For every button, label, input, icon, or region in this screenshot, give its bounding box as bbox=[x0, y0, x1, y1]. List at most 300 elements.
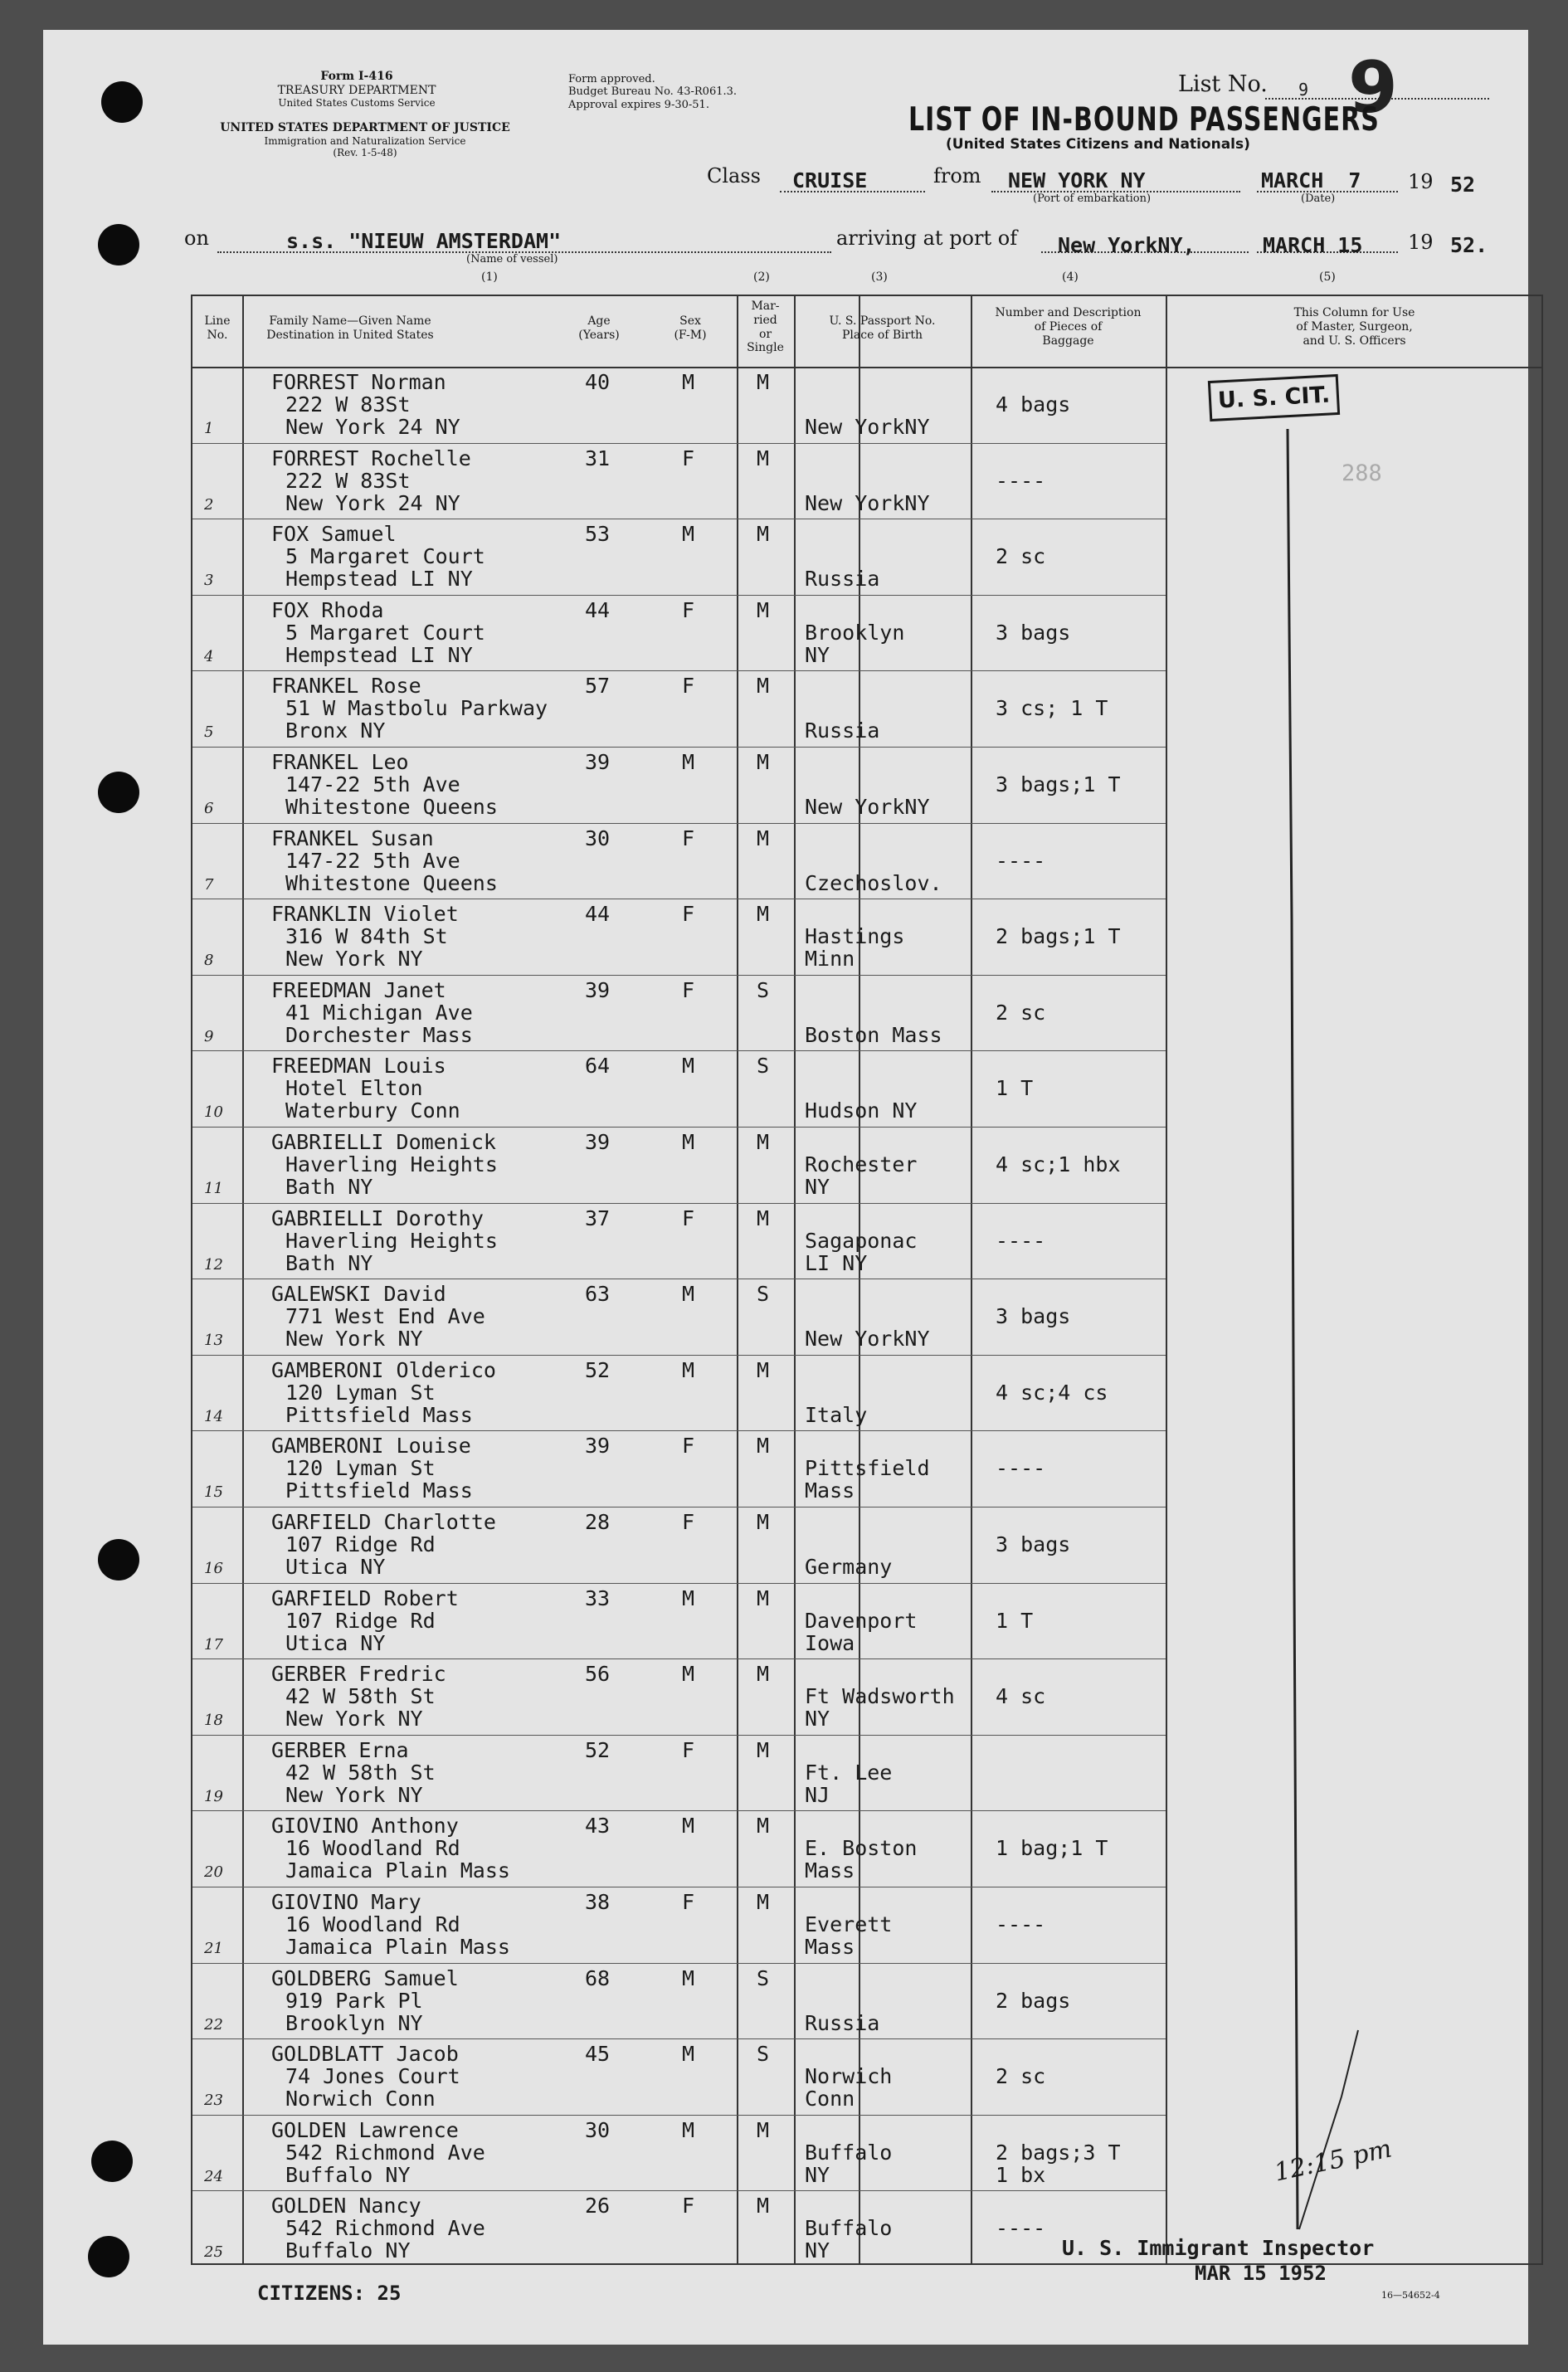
address-line-2: New York NY bbox=[285, 947, 423, 972]
marital-status: M bbox=[757, 902, 770, 927]
row-divider bbox=[192, 2115, 1166, 2116]
passenger-name: FORREST Rochelle bbox=[271, 446, 471, 470]
col-number-1: (1) bbox=[481, 270, 498, 284]
baggage: 3 cs; 1 T bbox=[996, 696, 1108, 721]
binder-hole bbox=[101, 81, 143, 123]
age: 38 bbox=[585, 1890, 611, 1914]
col-divider bbox=[1166, 296, 1167, 2263]
address-line-2: Brooklyn NY bbox=[285, 2010, 423, 2035]
birthplace-line-2: NY bbox=[805, 2238, 830, 2263]
on-label: on bbox=[184, 226, 209, 250]
baggage: 4 sc;1 hbx bbox=[996, 1152, 1121, 1176]
age: 39 bbox=[585, 977, 611, 1002]
marital-status: M bbox=[757, 1890, 770, 1914]
birthplace-line-2: Germany bbox=[805, 1555, 893, 1579]
row-number: 14 bbox=[204, 1407, 223, 1425]
row-number: 20 bbox=[204, 1863, 223, 1882]
list-no-label: List No. bbox=[1178, 71, 1268, 97]
address-line-2: Pittsfield Mass bbox=[285, 1478, 473, 1503]
page-title: LIST OF IN-BOUND PASSENGERS bbox=[908, 101, 1380, 139]
passenger-name: FRANKEL Leo bbox=[271, 750, 409, 774]
birthplace-line-1: Ft Wadsworth bbox=[805, 1684, 955, 1709]
address-line-2: New York 24 NY bbox=[285, 490, 460, 515]
marital-status: M bbox=[757, 2194, 770, 2219]
expires-line: Approval expires 9-30-51. bbox=[568, 98, 709, 111]
row-number: 19 bbox=[204, 1787, 223, 1805]
passenger-name: GOLDEN Lawrence bbox=[271, 2117, 459, 2142]
row-divider bbox=[192, 1735, 1166, 1736]
address-line-2: Hempstead LI NY bbox=[285, 567, 473, 592]
binder-hole bbox=[98, 772, 139, 813]
sex: F bbox=[682, 1205, 695, 1230]
year-1: 52 bbox=[1450, 173, 1476, 197]
birthplace-line-1: Buffalo bbox=[805, 2140, 893, 2165]
address-line-2: New York NY bbox=[285, 1707, 423, 1732]
marital-status: M bbox=[757, 826, 770, 850]
address-line-2: Norwich Conn bbox=[285, 2087, 436, 2111]
dept-justice: UNITED STATES DEPARTMENT OF JUSTICE bbox=[220, 121, 510, 134]
age: 43 bbox=[585, 1814, 611, 1839]
inspector-title: U. S. Immigrant Inspector bbox=[1062, 2236, 1375, 2260]
passenger-row bbox=[192, 670, 1166, 747]
sex: M bbox=[682, 1282, 695, 1307]
row-number: 6 bbox=[204, 800, 214, 817]
address-line-2: New York 24 NY bbox=[285, 415, 460, 439]
us-cit-stamp: U. S. CIT. bbox=[1208, 374, 1340, 421]
list-no-small: 9 bbox=[1298, 80, 1309, 100]
baggage: ---- bbox=[996, 1228, 1046, 1253]
sex: F bbox=[682, 902, 695, 927]
footer-code: 16—54652-4 bbox=[1381, 2290, 1440, 2301]
address-line-1: 107 Ridge Rd bbox=[285, 1608, 436, 1633]
address-line-1: 16 Woodland Rd bbox=[285, 1912, 460, 1936]
address-line-1: 74 Jones Court bbox=[285, 2064, 460, 2089]
sex: F bbox=[682, 2194, 695, 2219]
row-divider bbox=[192, 1355, 1166, 1356]
passenger-name: GERBER Erna bbox=[271, 1737, 409, 1762]
marital-status: M bbox=[757, 1434, 770, 1459]
age: 30 bbox=[585, 2117, 611, 2142]
passenger-name: GOLDEN Nancy bbox=[271, 2194, 421, 2219]
age: 53 bbox=[585, 522, 611, 547]
age: 39 bbox=[585, 1434, 611, 1459]
row-number: 15 bbox=[204, 1483, 223, 1502]
passenger-name: FORREST Norman bbox=[271, 370, 446, 394]
passenger-row bbox=[192, 1658, 1166, 1735]
marital-status: M bbox=[757, 1814, 770, 1839]
passenger-name: GABRIELLI Dorothy bbox=[271, 1205, 484, 1230]
row-divider bbox=[192, 1963, 1166, 1964]
marital-status: M bbox=[757, 1130, 770, 1154]
form-number: Form I-416 bbox=[320, 70, 393, 83]
baggage: 3 bags bbox=[996, 1532, 1071, 1556]
age: 26 bbox=[585, 2194, 611, 2219]
baggage: 4 bags bbox=[996, 392, 1071, 416]
row-number: 23 bbox=[204, 2092, 223, 2110]
row-divider bbox=[192, 1050, 1166, 1051]
passenger-name: FOX Rhoda bbox=[271, 597, 384, 622]
birthplace-line-2: LI NY bbox=[805, 1250, 868, 1275]
binder-hole bbox=[91, 2141, 133, 2182]
passenger-table bbox=[191, 295, 1543, 2265]
sex: M bbox=[682, 1814, 695, 1839]
approval-line: Form approved. bbox=[568, 73, 655, 85]
passenger-name: FREEDMAN Louis bbox=[271, 1054, 446, 1079]
dept-treasury-sub: United States Customs Service bbox=[278, 97, 436, 110]
passenger-row bbox=[192, 1583, 1166, 1659]
marital-status: M bbox=[757, 1662, 770, 1687]
sex: F bbox=[682, 977, 695, 1002]
address-line-2: Bath NY bbox=[285, 1250, 373, 1275]
form-header-left-2 bbox=[174, 121, 556, 158]
address-line-1: Haverling Heights bbox=[285, 1228, 498, 1253]
sex: M bbox=[682, 1965, 695, 1990]
address-line-1: 51 W Mastbolu Parkway bbox=[285, 696, 548, 721]
binder-hole bbox=[88, 2236, 129, 2277]
birthplace-line-2: Mass bbox=[805, 1935, 855, 1959]
birthplace-line-2: New YorkNY bbox=[805, 415, 930, 439]
passenger-row bbox=[192, 1279, 1166, 1355]
citizens-total: CITIZENS: 25 bbox=[257, 2282, 402, 2305]
faint-number: 288 bbox=[1342, 460, 1382, 486]
row-divider bbox=[192, 595, 1166, 596]
birthplace-line-2: NY bbox=[805, 642, 830, 667]
baggage: 4 sc bbox=[996, 1684, 1046, 1709]
revision: (Rev. 1-5-48) bbox=[333, 146, 397, 158]
col-head-baggage: Number and Description of Pieces of Baggage bbox=[995, 306, 1142, 348]
address-line-1: 5 Margaret Court bbox=[285, 620, 485, 645]
birthplace-line-1: Ft. Lee bbox=[805, 1760, 893, 1785]
row-number: 4 bbox=[204, 647, 214, 665]
marital-status: S bbox=[757, 1965, 770, 1990]
age: 56 bbox=[585, 1662, 611, 1687]
binder-hole bbox=[98, 1539, 139, 1581]
age: 45 bbox=[585, 2042, 611, 2067]
age: 64 bbox=[585, 1054, 611, 1079]
passenger-row bbox=[192, 1127, 1166, 1203]
row-divider bbox=[192, 1127, 1166, 1128]
passenger-name: GARFIELD Charlotte bbox=[271, 1510, 496, 1534]
birthplace-line-2: Russia bbox=[805, 2010, 880, 2035]
baggage: ---- bbox=[996, 848, 1046, 873]
passenger-row bbox=[192, 519, 1166, 595]
from-value: NEW YORK NY bbox=[1008, 168, 1146, 192]
address-line-1: 41 Michigan Ave bbox=[285, 1000, 473, 1025]
col-head-passport: U. S. Passport No. Place of Birth bbox=[829, 314, 936, 342]
address-line-1: Haverling Heights bbox=[285, 1152, 498, 1176]
form-header-left bbox=[178, 70, 535, 109]
row-number: 7 bbox=[204, 875, 214, 894]
col-head-sex: Sex (F-M) bbox=[674, 314, 707, 342]
address-line-1: 120 Lyman St bbox=[285, 1456, 436, 1481]
marital-status: M bbox=[757, 446, 770, 470]
passenger-row bbox=[192, 367, 1166, 443]
row-number: 21 bbox=[204, 1940, 223, 1957]
birthplace-line-2: Hudson NY bbox=[805, 1098, 918, 1123]
address-line-2: New York NY bbox=[285, 1782, 423, 1807]
address-line-2: Whitestone Queens bbox=[285, 795, 498, 819]
departure-date: MARCH 7 bbox=[1261, 168, 1361, 192]
row-number: 16 bbox=[204, 1560, 223, 1577]
row-divider bbox=[192, 823, 1166, 824]
passenger-name: GARFIELD Robert bbox=[271, 1585, 459, 1610]
marital-status: M bbox=[757, 370, 770, 394]
baggage: 2 bags bbox=[996, 1988, 1071, 2013]
vessel-name: s.s. "NIEUW AMSTERDAM" bbox=[286, 229, 562, 253]
officer-pen-line bbox=[1263, 421, 1429, 2271]
sex: M bbox=[682, 522, 695, 547]
passenger-name: FRANKEL Susan bbox=[271, 826, 434, 850]
address-line-2: Buffalo NY bbox=[285, 2162, 411, 2187]
birthplace-line-1: Brooklyn bbox=[805, 620, 905, 645]
passenger-row bbox=[192, 1963, 1166, 2039]
marital-status: M bbox=[757, 1585, 770, 1610]
from-label: from bbox=[933, 164, 981, 188]
sex: M bbox=[682, 2042, 695, 2067]
address-line-2: Bath NY bbox=[285, 1175, 373, 1199]
age: 40 bbox=[585, 370, 611, 394]
marital-status: S bbox=[757, 1054, 770, 1079]
passenger-row bbox=[192, 2115, 1166, 2191]
birthplace-line-1: Sagaponac bbox=[805, 1228, 918, 1253]
address-line-1: 316 W 84th St bbox=[285, 924, 448, 949]
list-no-large: 9 bbox=[1348, 46, 1398, 129]
inspection-date: MAR 15 1952 bbox=[1195, 2262, 1327, 2285]
marital-status: M bbox=[757, 1510, 770, 1534]
birthplace-line-2: Italy bbox=[805, 1402, 868, 1427]
sex: M bbox=[682, 1130, 695, 1154]
passenger-name: GAMBERONI Olderico bbox=[271, 1357, 496, 1382]
passenger-name: GIOVINO Anthony bbox=[271, 1814, 459, 1839]
address-line-1: 542 Richmond Ave bbox=[285, 2216, 485, 2241]
birthplace-line-1: Norwich bbox=[805, 2064, 893, 2089]
marital-status: S bbox=[757, 2042, 770, 2067]
age: 33 bbox=[585, 1585, 611, 1610]
address-line-2: Waterbury Conn bbox=[285, 1098, 460, 1123]
passenger-row bbox=[192, 1810, 1166, 1887]
passenger-row bbox=[192, 1507, 1166, 1583]
passenger-row bbox=[192, 747, 1166, 823]
sex: F bbox=[682, 1737, 695, 1762]
baggage: 4 sc;4 cs bbox=[996, 1380, 1108, 1405]
sex: F bbox=[682, 1890, 695, 1914]
col-head-line: Line No. bbox=[204, 314, 231, 342]
age: 63 bbox=[585, 1282, 611, 1307]
birthplace-line-1: Hastings bbox=[805, 924, 905, 949]
age: 44 bbox=[585, 902, 611, 927]
marital-status: M bbox=[757, 2117, 770, 2142]
address-line-1: 120 Lyman St bbox=[285, 1380, 436, 1405]
address-line-2: Buffalo NY bbox=[285, 2238, 411, 2263]
row-number: 3 bbox=[204, 572, 214, 590]
address-line-2: Whitestone Queens bbox=[285, 870, 498, 895]
baggage: 3 bags bbox=[996, 1304, 1071, 1329]
address-line-2: Dorchester Mass bbox=[285, 1022, 473, 1047]
passenger-row bbox=[192, 899, 1166, 975]
birthplace-line-2: Czechoslov. bbox=[805, 870, 942, 895]
sex: F bbox=[682, 1434, 695, 1459]
address-line-1: 107 Ridge Rd bbox=[285, 1532, 436, 1556]
birthplace-line-2: Minn bbox=[805, 947, 855, 972]
baggage: 2 sc bbox=[996, 1000, 1046, 1025]
baggage: ---- bbox=[996, 2216, 1046, 2241]
age: 39 bbox=[585, 1130, 611, 1154]
row-number: 5 bbox=[204, 723, 214, 742]
row-divider bbox=[192, 975, 1166, 976]
address-line-1: 771 West End Ave bbox=[285, 1304, 485, 1329]
passenger-row bbox=[192, 975, 1166, 1051]
address-line-1: 542 Richmond Ave bbox=[285, 2140, 485, 2165]
birthplace-line-1: Buffalo bbox=[805, 2216, 893, 2241]
sex: M bbox=[682, 1662, 695, 1687]
col-number-5: (5) bbox=[1319, 270, 1336, 284]
sex: F bbox=[682, 826, 695, 850]
budget-line: Budget Bureau No. 43-R061.3. bbox=[568, 85, 738, 99]
baggage: 3 bags bbox=[996, 620, 1071, 645]
row-divider bbox=[192, 443, 1166, 444]
baggage: 3 bags;1 T bbox=[996, 772, 1121, 796]
row-divider bbox=[192, 1203, 1166, 1204]
passenger-name: FRANKEL Rose bbox=[271, 674, 421, 699]
address-line-1: 147-22 5th Ave bbox=[285, 772, 460, 796]
sex: M bbox=[682, 370, 695, 394]
address-line-2: Jamaica Plain Mass bbox=[285, 1935, 510, 1959]
birthplace-line-2: Russia bbox=[805, 567, 880, 592]
birthplace-line-2: Iowa bbox=[805, 1630, 855, 1655]
row-number: 10 bbox=[204, 1103, 223, 1122]
row-divider bbox=[192, 1810, 1166, 1811]
baggage: ---- bbox=[996, 1456, 1046, 1481]
inspection-time: 12:15 pm bbox=[1271, 2134, 1395, 2188]
baggage: ---- bbox=[996, 468, 1046, 493]
row-divider bbox=[192, 1658, 1166, 1659]
baggage: 2 sc bbox=[996, 2064, 1046, 2089]
row-number: 8 bbox=[204, 952, 214, 970]
marital-status: M bbox=[757, 1205, 770, 1230]
age: 39 bbox=[585, 750, 611, 774]
passenger-name: GALEWSKI David bbox=[271, 1282, 446, 1307]
baggage: ---- bbox=[996, 1912, 1046, 1936]
passenger-row bbox=[192, 1430, 1166, 1507]
address-line-1: 222 W 83St bbox=[285, 392, 411, 416]
col-number-4: (4) bbox=[1062, 270, 1079, 284]
row-number: 24 bbox=[204, 2167, 223, 2185]
sex: F bbox=[682, 597, 695, 622]
passenger-name: FOX Samuel bbox=[271, 522, 397, 547]
row-divider bbox=[192, 2190, 1166, 2191]
address-line-2: Bronx NY bbox=[285, 718, 386, 743]
passenger-row bbox=[192, 823, 1166, 899]
birthplace-line-2: NJ bbox=[805, 1782, 830, 1807]
vessel-caption: (Name of vessel) bbox=[466, 253, 558, 265]
row-number: 11 bbox=[204, 1180, 223, 1197]
passenger-row bbox=[192, 1355, 1166, 1431]
sex: M bbox=[682, 750, 695, 774]
birthplace-line-1: Pittsfield bbox=[805, 1456, 930, 1481]
passenger-name: FRANKLIN Violet bbox=[271, 902, 459, 927]
birthplace-line-2: New YorkNY bbox=[805, 795, 930, 819]
row-number: 18 bbox=[204, 1712, 223, 1730]
baggage: 1 bag;1 T bbox=[996, 1836, 1108, 1861]
passenger-row bbox=[192, 2038, 1166, 2115]
birthplace-line-2: Mass bbox=[805, 1858, 855, 1883]
baggage: 2 sc bbox=[996, 544, 1046, 569]
row-number: 2 bbox=[204, 495, 214, 514]
row-divider bbox=[192, 1430, 1166, 1431]
passenger-name: GIOVINO Mary bbox=[271, 1890, 421, 1914]
birthplace-line-2: Conn bbox=[805, 2087, 855, 2111]
passenger-name: GABRIELLI Domenick bbox=[271, 1130, 496, 1154]
age: 37 bbox=[585, 1205, 611, 1230]
col-head-officers: This Column for Use of Master, Surgeon, and U. S. Officers bbox=[1293, 306, 1415, 348]
address-line-2: Utica NY bbox=[285, 1555, 386, 1579]
row-divider bbox=[192, 670, 1166, 671]
marital-status: M bbox=[757, 1357, 770, 1382]
birthplace-line-1: E. Boston bbox=[805, 1836, 918, 1861]
birthplace-line-2: NY bbox=[805, 1175, 830, 1199]
col-number-2: (2) bbox=[753, 270, 770, 284]
passenger-row bbox=[192, 2190, 1166, 2267]
dept-justice-sub: Immigration and Naturalization Service bbox=[264, 134, 466, 147]
marital-status: S bbox=[757, 977, 770, 1002]
page-subtitle: (United States Citizens and Nationals) bbox=[946, 136, 1250, 153]
birthplace-line-1: Rochester bbox=[805, 1152, 918, 1176]
address-line-1: 42 W 58th St bbox=[285, 1684, 436, 1709]
passenger-name: GOLDBERG Samuel bbox=[271, 1965, 459, 1990]
class-label: Class bbox=[707, 164, 761, 188]
passenger-row bbox=[192, 1050, 1166, 1127]
marital-status: M bbox=[757, 674, 770, 699]
passenger-name: GAMBERONI Louise bbox=[271, 1434, 471, 1459]
col-head-name: Family Name—Given Name Destination in United States bbox=[266, 314, 434, 342]
binder-hole bbox=[98, 224, 139, 265]
address-line-1: 919 Park Pl bbox=[285, 1988, 423, 2013]
birthplace-line-2: NY bbox=[805, 2162, 830, 2187]
address-line-1: 147-22 5th Ave bbox=[285, 848, 460, 873]
birthplace-line-2: Mass bbox=[805, 1478, 855, 1503]
class-value: CRUISE bbox=[792, 168, 868, 192]
age: 52 bbox=[585, 1357, 611, 1382]
age: 30 bbox=[585, 826, 611, 850]
age: 52 bbox=[585, 1737, 611, 1762]
baggage: 1 T bbox=[996, 1076, 1034, 1101]
address-line-2: Jamaica Plain Mass bbox=[285, 1858, 510, 1883]
age: 68 bbox=[585, 1965, 611, 1990]
passenger-name: GERBER Fredric bbox=[271, 1662, 446, 1687]
address-line-2: Hempstead LI NY bbox=[285, 642, 473, 667]
address-line-1: 42 W 58th St bbox=[285, 1760, 436, 1785]
birthplace-line-1: Everett bbox=[805, 1912, 893, 1936]
age: 57 bbox=[585, 674, 611, 699]
row-divider bbox=[192, 2038, 1166, 2039]
birthplace-line-2: New YorkNY bbox=[805, 1327, 930, 1352]
sex: M bbox=[682, 1585, 695, 1610]
row-number: 25 bbox=[204, 2243, 223, 2262]
arrival-date: MARCH 15 bbox=[1263, 233, 1363, 257]
passenger-name: FREEDMAN Janet bbox=[271, 977, 446, 1002]
marital-status: M bbox=[757, 750, 770, 774]
sex: M bbox=[682, 1357, 695, 1382]
baggage-line-2: 1 bx bbox=[996, 2162, 1046, 2187]
birthplace-line-2: NY bbox=[805, 1707, 830, 1732]
passenger-row bbox=[192, 443, 1166, 519]
birthplace-line-1: Davenport bbox=[805, 1608, 918, 1633]
arriving-label: arriving at port of bbox=[836, 226, 1018, 250]
address-line-1: 5 Margaret Court bbox=[285, 544, 485, 569]
passenger-name: GOLDBLATT Jacob bbox=[271, 2042, 459, 2067]
row-number: 1 bbox=[204, 420, 214, 437]
address-line-2: Pittsfield Mass bbox=[285, 1402, 473, 1427]
